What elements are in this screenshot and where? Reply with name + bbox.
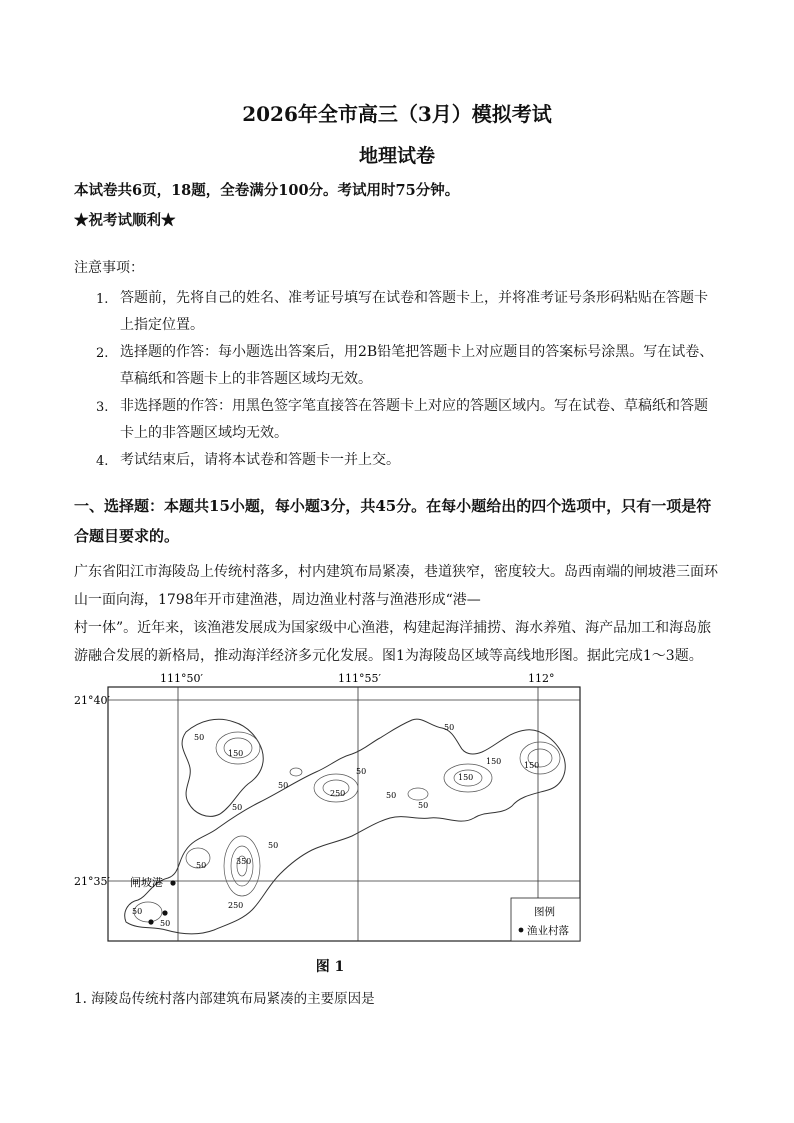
passage-line: 村一体”。近年来，该渔港发展成为国家级中心渔港，构建起海洋捕捞、海水养殖、海产品加工和海岛旅 [74, 620, 712, 636]
map-frame [108, 687, 580, 941]
passage-line: 广东省阳江市海陵岛上传统村落多，村内建筑布局紧凑，巷道狭窄，密度较大。岛西南端的闸坡港三面环 [74, 564, 718, 580]
island-coastline [125, 719, 565, 934]
question-1: 1. 海陵岛传统村落内部建筑布局紧凑的主要原因是 [74, 991, 375, 1007]
legend-marker [519, 928, 524, 933]
contour-label: 50 [278, 781, 289, 790]
fishing-village-marker [170, 880, 175, 885]
notice-item-number: 1. [96, 292, 109, 307]
legend-item: 渔业村落 [527, 925, 569, 937]
notice-item-number: 4. [96, 454, 109, 469]
contour-ring [224, 836, 260, 896]
fishing-village-marker [162, 910, 167, 915]
contour-ring [216, 732, 260, 764]
contour-label: 250 [330, 789, 346, 798]
passage [74, 558, 724, 670]
contour-label: 150 [524, 761, 540, 770]
fishing-village-marker [148, 919, 153, 924]
contour-label: 150 [458, 773, 474, 782]
notice-item-number: 2. [96, 346, 109, 361]
exam-info: 本试卷共6页，18题，全卷满分100分。考试用时75分钟。 [74, 182, 460, 199]
contour-label: 350 [236, 857, 252, 866]
lat-label: 21°40′ [74, 694, 110, 707]
exam-subtitle: 地理试卷 [358, 145, 435, 167]
passage-line: 游融合发展的新格局，推动海洋经济多元化发展。图1为海陵岛区域等高线地形图。据此完成1～3题。 [74, 648, 703, 664]
notice-item-text: 选择题的作答：每小题选出答案后，用2B铅笔把答题卡上对应题目的答案标号涂黑。写在试卷、草稿纸和答题卡上的非答题区域均无效。 [120, 344, 714, 387]
exam-title: 2026年全市高三（3月）模拟考试 [242, 102, 552, 126]
figure-caption: 图 1 [315, 959, 345, 975]
section-heading: 一、选择题：本题共15小题，每小题3分，共45分。在每小题给出的四个选项中，只有一项是符合题目要求的。 [74, 497, 712, 545]
contour-ring [231, 846, 253, 886]
lon-label: 111°50′ [160, 672, 203, 685]
notice-item-text: 非选择题的作答：用黑色签字笔直接答在答题卡上对应的答题区域内。写在试卷、草稿纸和答题卡上的非答题区域均无效。 [120, 398, 708, 441]
contour-label: 50 [356, 767, 367, 776]
contour-label: 50 [194, 733, 205, 742]
contour-label: 50 [196, 861, 207, 870]
lat-label: 21°35′ [74, 875, 110, 888]
notice-item-text: 答题前，先将自己的姓名、准考证号填写在试卷和答题卡上，并将准考证号条形码粘贴在答题卡上指定位置。 [120, 290, 708, 333]
contour-label: 250 [228, 901, 244, 910]
passage-line: 山一面向海，1798年开市建渔港，周边渔业村落与渔港形成“港— [74, 592, 481, 608]
contour-map [68, 668, 588, 953]
contour-ring [290, 768, 302, 776]
contour-label: 50 [386, 791, 397, 800]
contour-label: 50 [132, 907, 143, 916]
notice-item-text: 考试结束后，请将本试卷和答题卡一并上交。 [120, 452, 400, 468]
contour-ring [408, 788, 428, 800]
exam-wish: ★祝考试顺利★ [74, 212, 176, 229]
contour-label: 50 [160, 919, 171, 928]
contour-label: 50 [232, 803, 243, 812]
lon-label: 111°55′ [338, 672, 381, 685]
notice-item-number: 3. [96, 400, 109, 415]
contour-label: 150 [486, 757, 502, 766]
contour-label: 50 [444, 723, 455, 732]
contour-label: 150 [228, 749, 244, 758]
port-label: 闸坡港 [130, 876, 163, 889]
lon-label: 112° [528, 672, 555, 685]
legend-title: 图例 [534, 906, 555, 918]
contour-label: 50 [268, 841, 279, 850]
contour-label: 50 [418, 801, 429, 810]
notice-title: 注意事项： [74, 260, 144, 276]
